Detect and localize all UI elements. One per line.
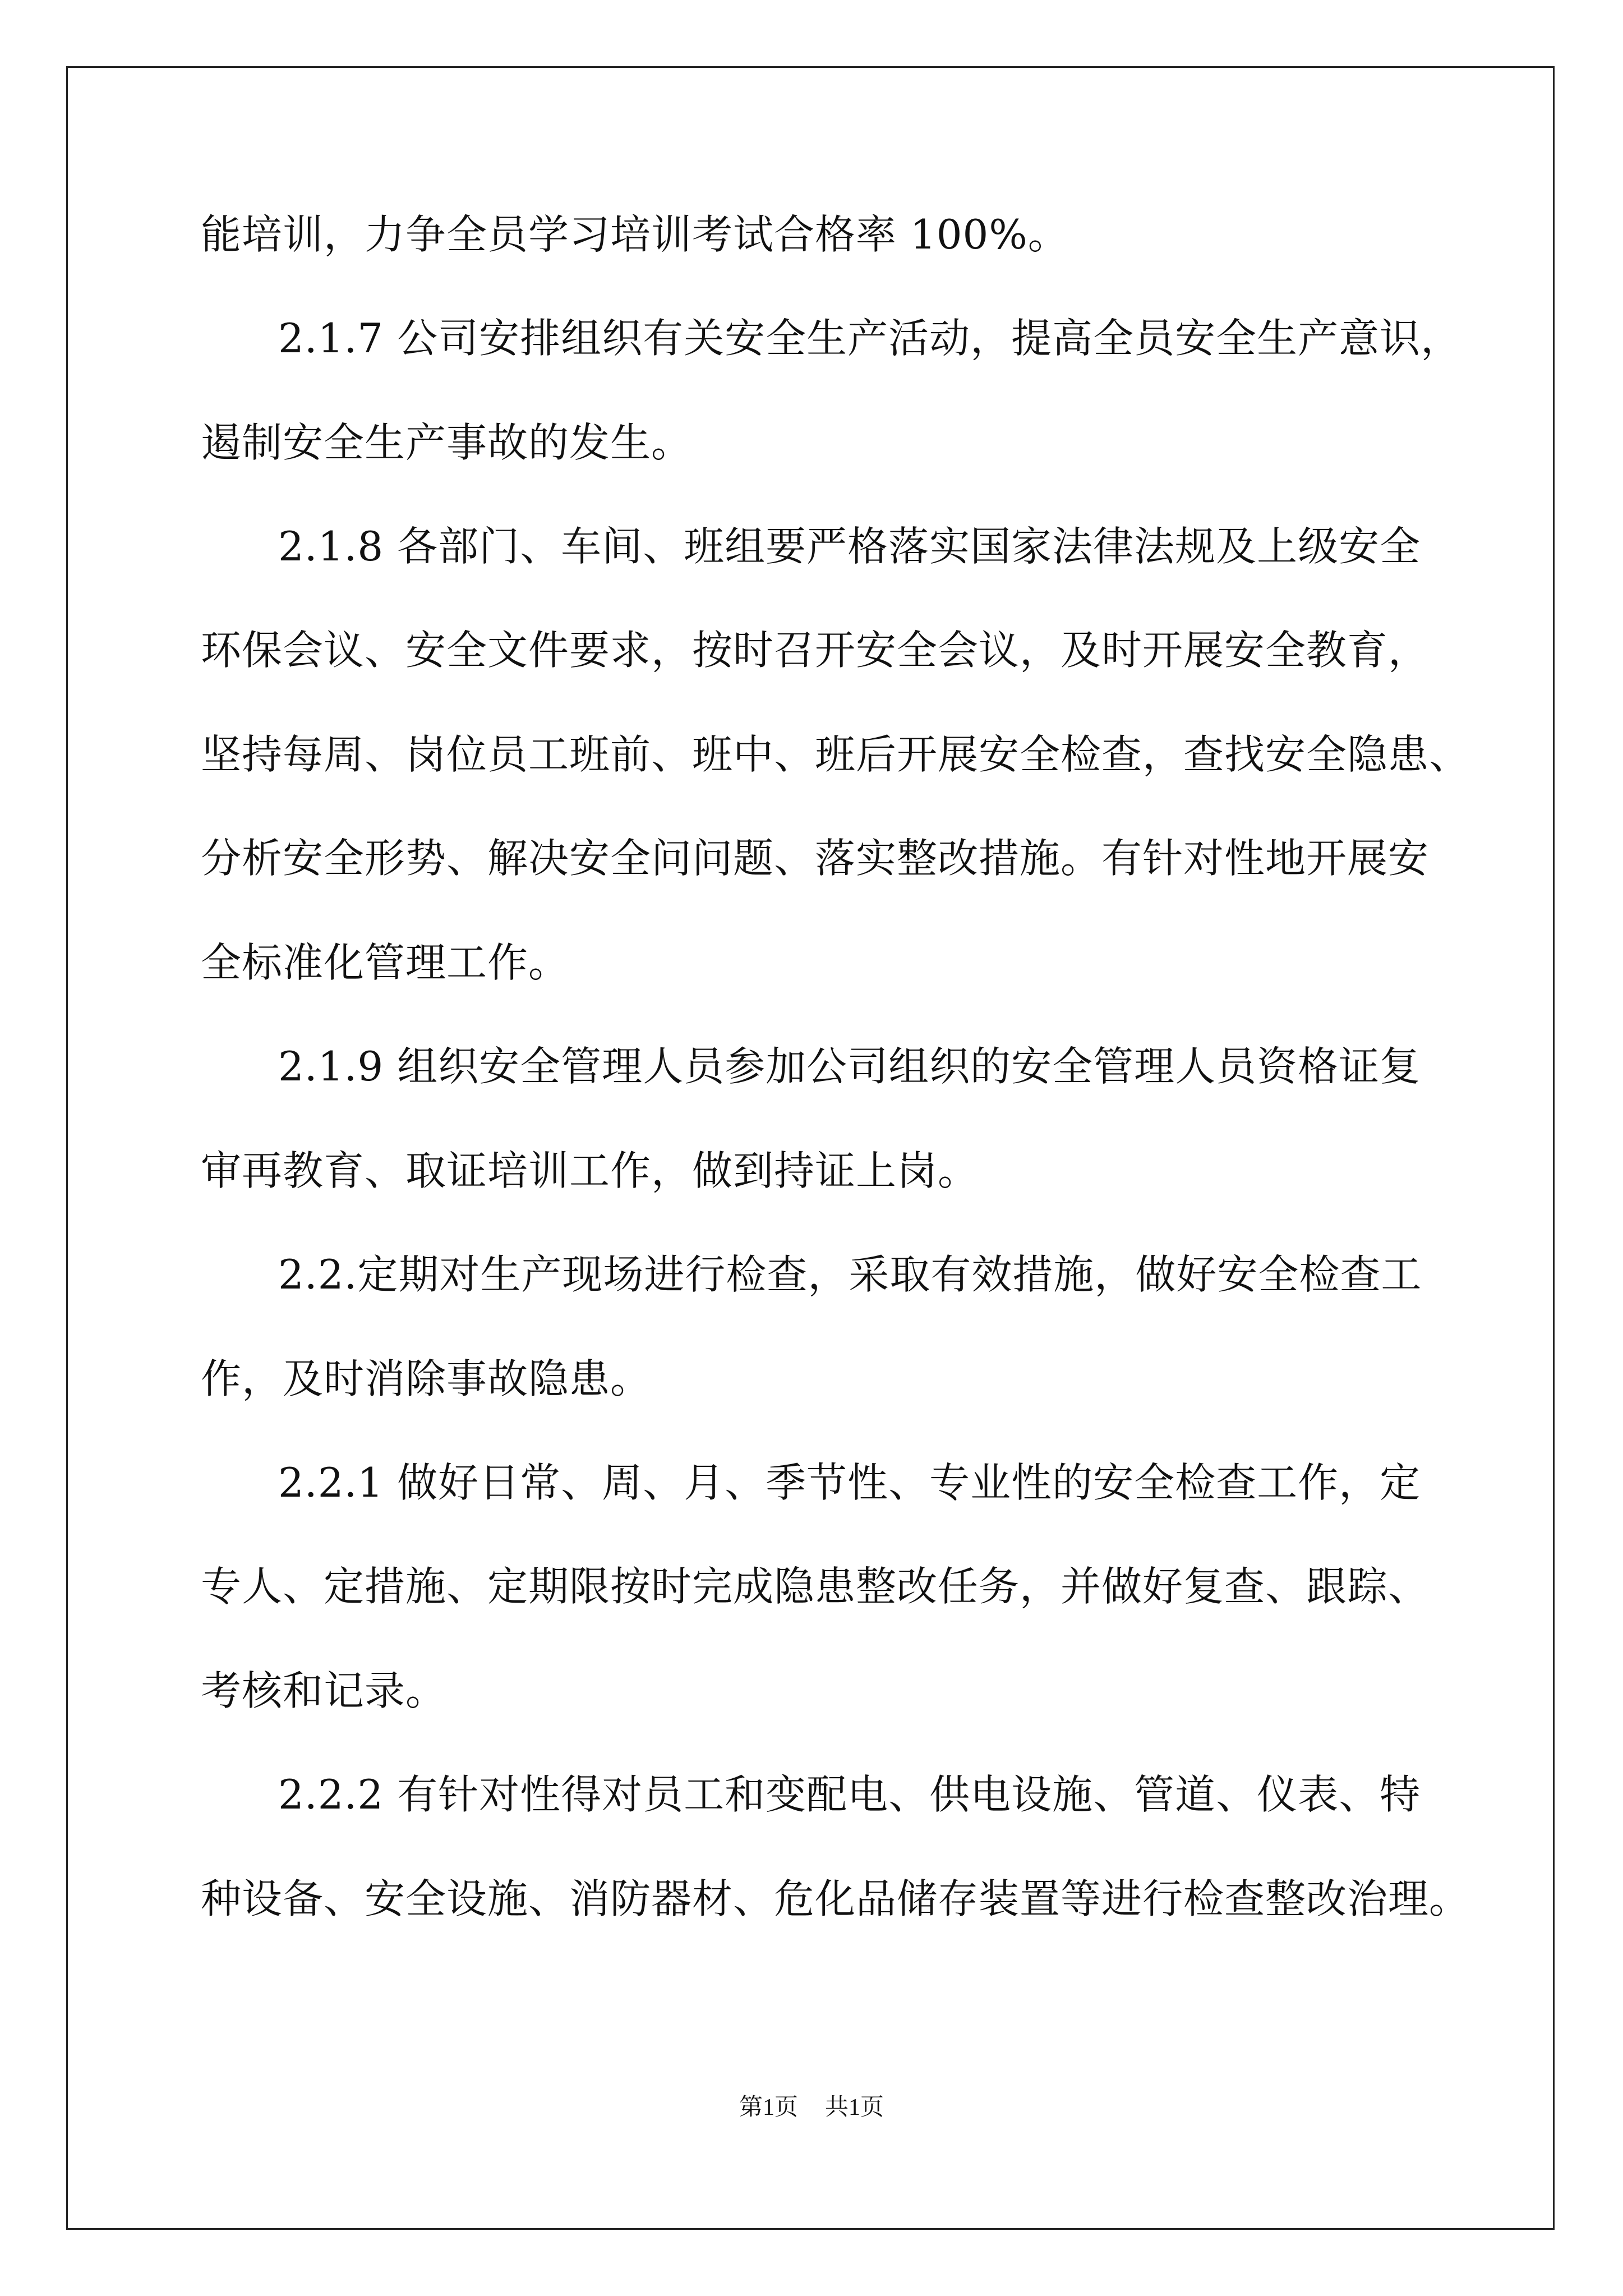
text-line: 能培训，力争全员学习培训考试合格率 100%。	[201, 211, 1069, 258]
text-line: 2.1.9 组织安全管理人员参加公司组织的安全管理人员资格证复	[278, 1043, 1421, 1090]
page-total: 共1页	[825, 2095, 884, 2120]
text-line: 全标准化管理工作。	[201, 939, 570, 986]
text-line: 种设备、安全设施、消防器材、危化品储存装置等进行检查整改治理。	[201, 1875, 1470, 1922]
text-line: 2.1.7 公司安排组织有关安全生产活动，提高全员安全生产意识，	[278, 315, 1462, 362]
text-line: 2.1.8 各部门、车间、班组要严格落实国家法律法规及上级安全	[278, 523, 1421, 570]
text-line: 2.2.定期对生产现场进行检查，采取有效措施，做好安全检查工	[278, 1251, 1422, 1298]
text-line: 坚持每周、岗位员工班前、班中、班后开展安全检查，查找安全隐患、	[201, 731, 1470, 778]
text-line: 2.2.1 做好日常、周、月、季节性、专业性的安全检查工作，定	[278, 1459, 1421, 1506]
text-line: 环保会议、安全文件要求，按时召开安全会议，及时开展安全教育，	[201, 627, 1430, 674]
text-line: 遏制安全生产事故的发生。	[201, 419, 693, 466]
page-number: 第1页	[739, 2095, 798, 2120]
text-line: 考核和记录。	[201, 1667, 447, 1714]
text-line: 专人、定措施、定期限按时完成隐患整改任务，并做好复查、跟踪、	[201, 1563, 1430, 1610]
text-line: 作，及时消除事故隐患。	[201, 1355, 652, 1402]
text-line: 分析安全形势、解决安全问问题、落实整改措施。有针对性地开展安	[201, 835, 1430, 882]
text-line: 审再教育、取证培训工作，做到持证上岗。	[201, 1147, 979, 1194]
page-footer	[0, 2091, 1623, 2124]
text-line: 2.2.2 有针对性得对员工和变配电、供电设施、管道、仪表、特	[278, 1771, 1421, 1818]
